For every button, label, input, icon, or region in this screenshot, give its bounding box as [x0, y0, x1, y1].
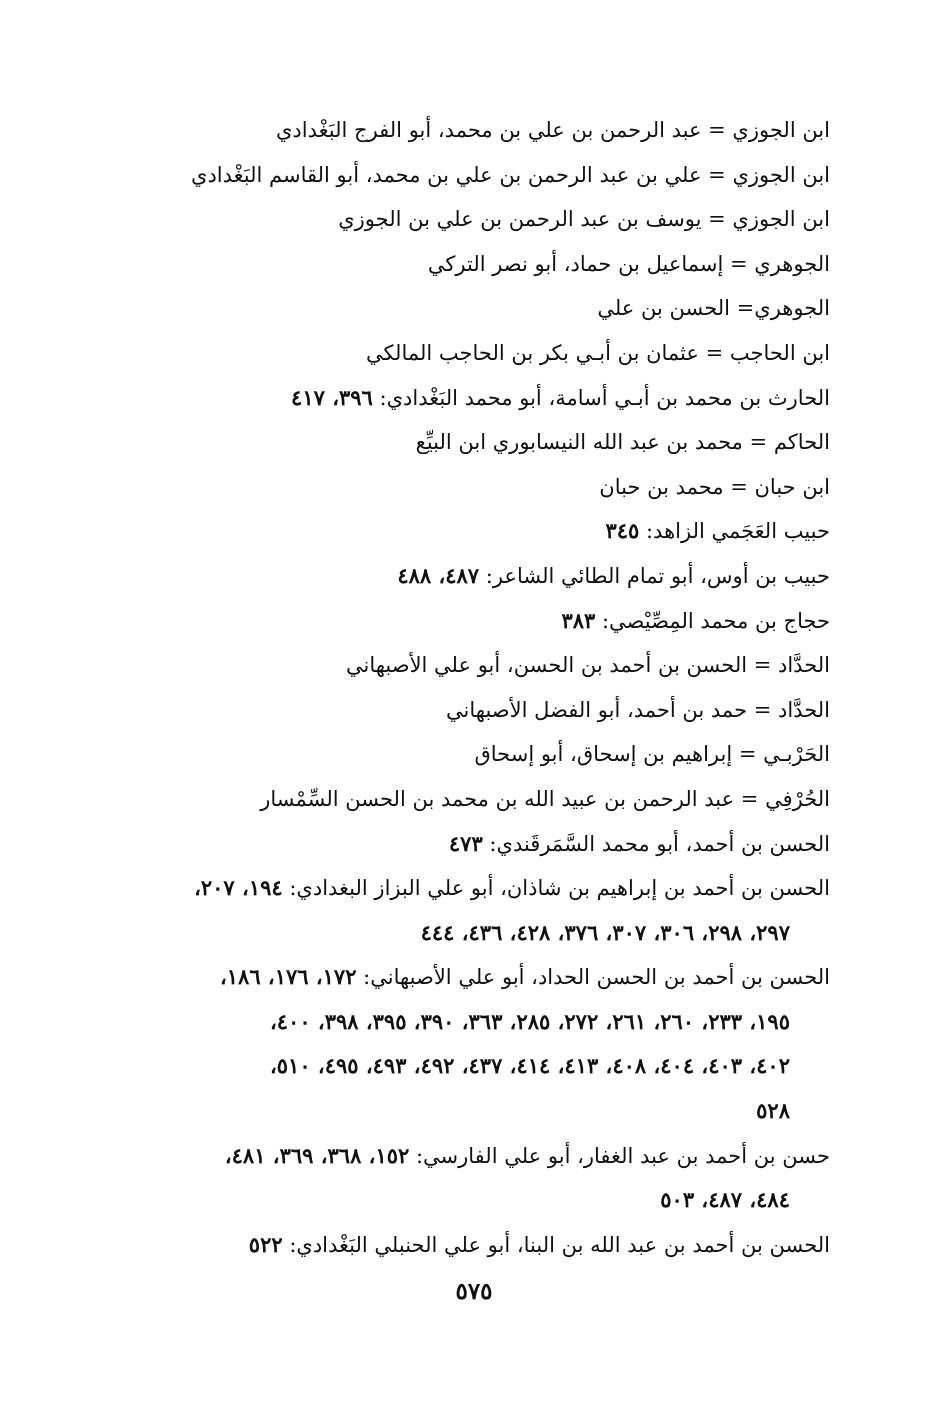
- entry-page-refs: ١٧٢، ١٧٦، ١٨٦،: [219, 964, 357, 990]
- index-entry-continuation: [104, 1089, 830, 1134]
- entry-name: حسن بن أحمد بن عبد الغفار، أبو علي الفارسي:: [409, 1143, 830, 1168]
- index-entry: [104, 822, 830, 867]
- index-entry-continuation: [104, 1178, 830, 1223]
- index-entry: [104, 376, 830, 421]
- entry-name: ابن الجوزي = يوسف بن عبد الرحمن بن علي بن الجوزي: [338, 207, 830, 232]
- entry-page-refs: ٣٤٥: [605, 518, 640, 544]
- index-entry: [104, 777, 830, 822]
- entry-name: الحدَّاد = الحسن بن أحمد بن الحسن، أبو علي الأصبهاني: [345, 653, 830, 678]
- entry-page-refs: ٥٢٢: [248, 1231, 283, 1257]
- entry-name: ابن الجوزي = عبد الرحمن بن علي بن محمد، أبو الفرج البَغْدادي: [276, 118, 830, 142]
- index-entry: [104, 866, 830, 911]
- index-entry: [104, 732, 830, 777]
- index-entry: [104, 509, 830, 554]
- entry-name: الحسن بن أحمد بن الحسن الحداد، أبو علي الأصبهاني:: [356, 965, 830, 990]
- entry-name: الجوهري= الحسن بن علي: [597, 296, 830, 321]
- entry-name: الحسن بن أحمد، أبو محمد السَّمَرقَندي:: [482, 831, 830, 856]
- index-entry-continuation: [104, 911, 830, 956]
- index-entry: [104, 197, 830, 242]
- entry-name: حجاج بن محمد المِصِّيْصي:: [595, 608, 830, 633]
- index-entry-continuation: [104, 1044, 830, 1089]
- entry-page-refs: ١٩٤، ٢٠٧،: [194, 875, 283, 901]
- entry-name: الحسن بن أحمد بن إبراهيم بن شاذان، أبو علي البزاز البغدادي:: [282, 876, 830, 901]
- index-entry: [104, 643, 830, 688]
- entry-name: الجوهري = إسماعيل بن حماد، أبو نصر التركي: [427, 251, 830, 276]
- entry-name: ابن حبان = محمد بن حبان: [599, 474, 830, 499]
- index-entry: [104, 420, 830, 465]
- index-entry: [104, 554, 830, 599]
- entry-page-refs: ٤٧٣: [448, 830, 483, 856]
- entry-name: الحدَّاد = حمد بن أحمد، أبو الفضل الأصبهاني: [446, 697, 830, 722]
- entry-name: الحُرْفِي = عبد الرحمن بن عبيد الله بن محمد بن الحسن السِّمْسار: [260, 786, 830, 811]
- entry-page-refs: ٣٨٣: [561, 607, 596, 633]
- index-entry: [104, 108, 830, 153]
- index-entry: [104, 599, 830, 644]
- entry-name: ابن الجوزي = علي بن عبد الرحمن بن علي بن محمد، أبو القاسم البَغْدادي: [191, 162, 830, 187]
- entry-name: الحسن بن أحمد بن عبد الله بن البنا، أبو علي الحنبلي البَغْدادي:: [282, 1232, 830, 1257]
- entry-name: حبيب العَجَمي الزاهد:: [639, 519, 830, 544]
- entry-name: الحارث بن محمد بن أبـي أسامة، أبو محمد البَغْدادي:: [372, 385, 830, 410]
- entry-page-refs: ٣٩٦، ٤١٧: [291, 384, 373, 410]
- index-entry-continuation: [104, 1000, 830, 1045]
- entry-name: ابن الحاجب = عثمان بن أبـي بكر بن الحاجب المالكي: [365, 340, 830, 365]
- index-entry: [104, 465, 830, 510]
- index-entry: [104, 286, 830, 331]
- page-number: ٥٧٥: [455, 1278, 493, 1305]
- entry-page-refs: ٤٠٢، ٤٠٣، ٤٠٤، ٤٠٨، ٤١٣، ٤١٤، ٤٣٧، ٤٩٢، ٤٩٣، ٤٩٥، ٥١٠،: [270, 1053, 790, 1079]
- entry-page-refs: ٥٢٨: [756, 1098, 790, 1124]
- index-entry: [104, 1134, 830, 1179]
- index-list: [104, 108, 830, 1267]
- entry-name: الحَرْبـي = إبراهيم بن إسحاق، أبو إسحاق: [474, 742, 830, 767]
- index-entry: [104, 1223, 830, 1268]
- entry-page-refs: ٤٨٤، ٤٨٧، ٥٠٣: [660, 1187, 790, 1213]
- entry-name: حبيب بن أوس، أبو تمام الطائي الشاعر:: [479, 563, 830, 588]
- index-entry: [104, 955, 830, 1000]
- index-entry: [104, 688, 830, 733]
- index-entry: [104, 153, 830, 198]
- entry-page-refs: ١٩٥، ٢٣٣، ٢٦٠، ٢٦١، ٢٧٢، ٢٨٥، ٣٦٣، ٣٩٠، ٣٩٥، ٣٩٨، ٤٠٠،: [270, 1008, 790, 1034]
- index-entry: [104, 242, 830, 287]
- entry-page-refs: ١٥٢، ٣٦٨، ٣٦٩، ٤٨١،: [224, 1142, 410, 1168]
- entry-page-refs: ٢٩٧، ٢٩٨، ٣٠٦، ٣٠٧، ٣٧٦، ٤٢٨، ٤٣٦، ٤٤٤: [420, 919, 790, 945]
- index-entry: [104, 331, 830, 376]
- entry-name: الحاكم = محمد بن عبد الله النيسابوري ابن البيِّع: [415, 430, 830, 455]
- entry-page-refs: ٤٨٧، ٤٨٨: [397, 562, 480, 588]
